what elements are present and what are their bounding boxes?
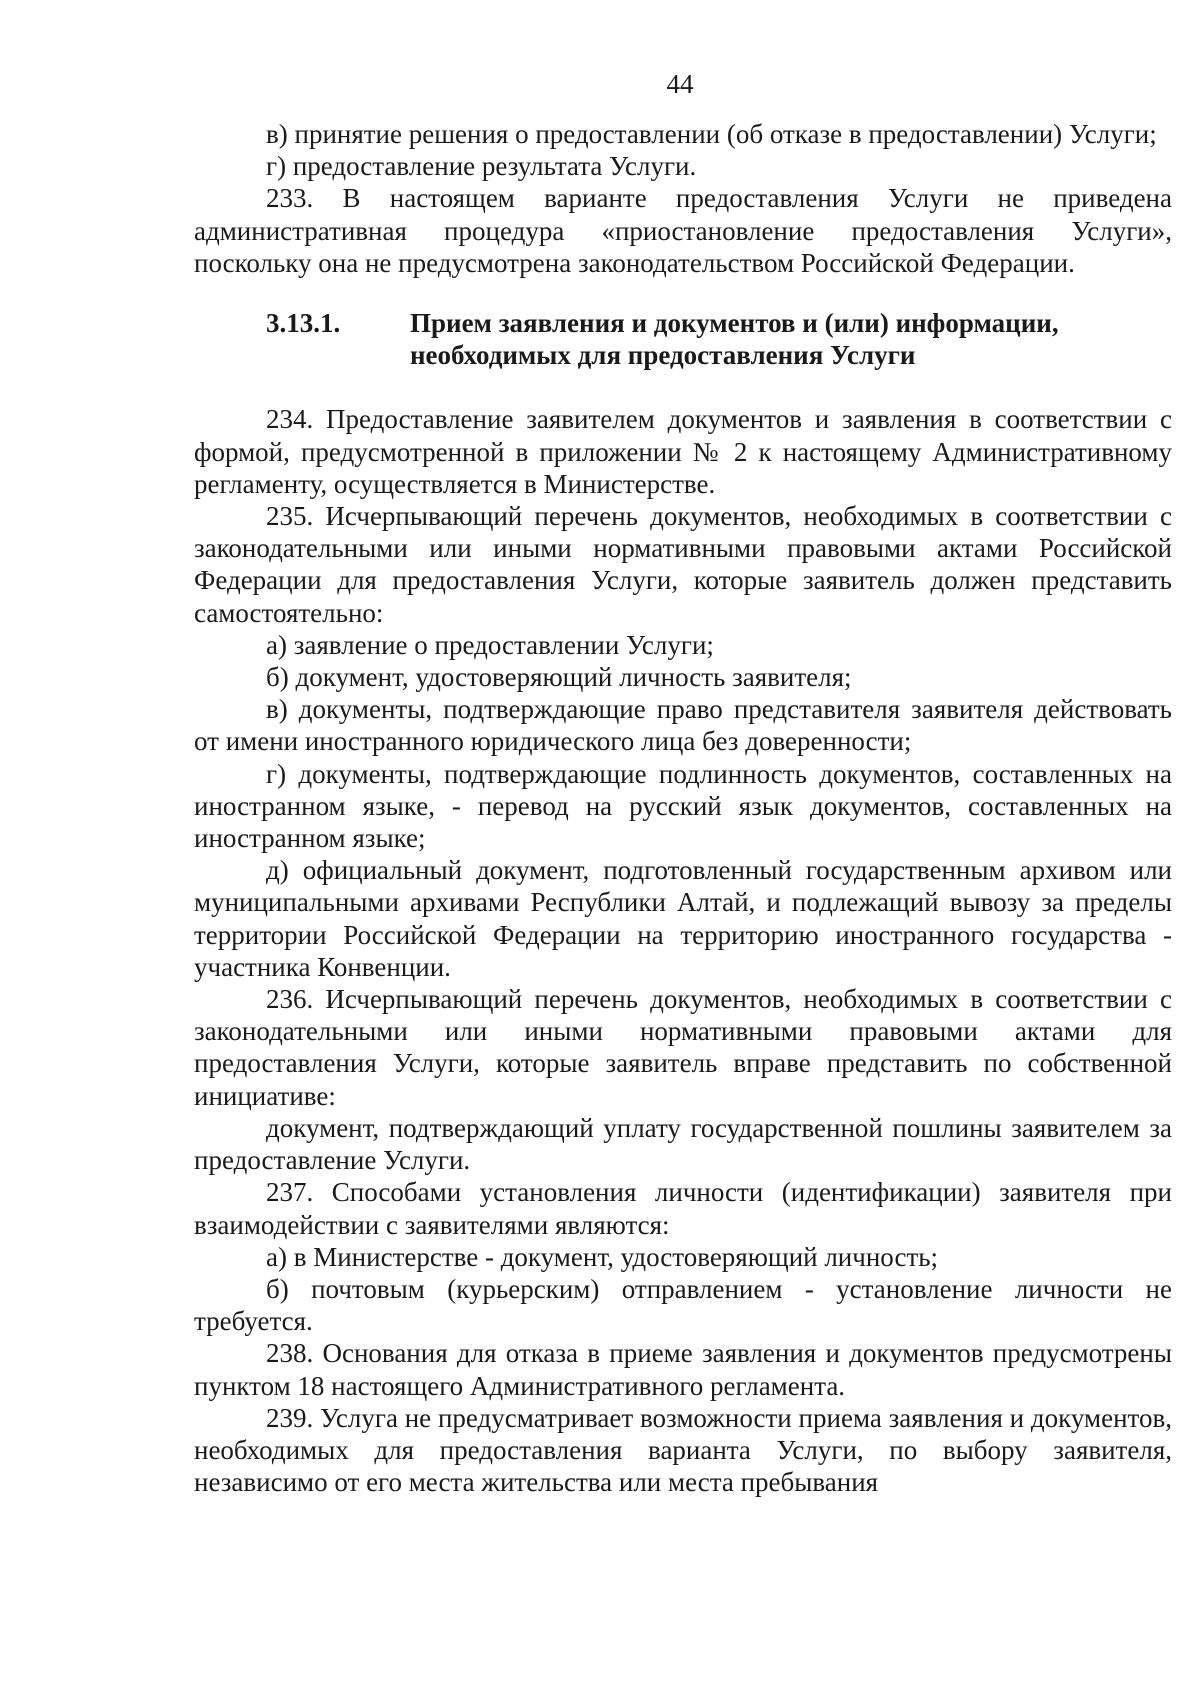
list-item-a: а) заявление о предоставлении Услуги; — [266, 629, 714, 660]
section-title: Прием заявления и документов и (или) информации, необходимых для предоставления Услуги — [410, 308, 1059, 371]
section-heading — [194, 307, 1172, 371]
paragraph-239: 239. Услуга не предусматривает возможности приема заявления и документов, необходимых для предоставления варианта Услуги, по выбору заявителя, независимо от его места жительства или места пребывания — [194, 1402, 1172, 1498]
list-item-g: г) документы, подтверждающие подлинность документов, составленных на иностранном языке, - перевод на русский язык документов, составленных на иностранном языке; — [194, 758, 1172, 854]
paragraph-237: 237. Способами установления личности (идентификации) заявителя при взаимодействии с заявителями являются: — [194, 1177, 1172, 1240]
document-body — [194, 118, 1172, 1498]
paragraph-238: 238. Основания для отказа в приеме заявления и документов предусмотрены пунктом 18 настоящего Административного регламента. — [194, 1338, 1172, 1401]
list-item-237-b: б) почтовым (курьерским) отправлением - установление личности не требуется. — [194, 1273, 1172, 1337]
paragraph-236: 236. Исчерпывающий перечень документов, необходимых в соответствии с законодательными или иными нормативными правовыми актами для предоставления Услуги, которые заявитель вправе представить по собственной инициативе: — [194, 984, 1172, 1111]
list-item-b: б) документ, удостоверяющий личность заявителя; — [266, 662, 852, 693]
list-item-v: в) документы, подтверждающие право представителя заявителя действовать от имени иностранного юридического лица без доверенности; — [194, 694, 1172, 757]
list-item-237-a: а) в Министерстве - документ, удостоверяющий личность; — [266, 1241, 939, 1272]
paragraph-234: 234. Предоставление заявителем документов и заявления в соответствии с формой, предусмотренной в приложении № 2 к настоящему Административному регламенту, осуществляется в Министерстве. — [194, 404, 1172, 499]
paragraph-235: 235. Исчерпывающий перечень документов, необходимых в соответствии с законодательными или иными нормативными правовыми актами Российской Федерации для предоставления Услуги, которые заявитель должен представить самостоятельно: — [194, 501, 1172, 628]
paragraph-236-document: документ, подтверждающий уплату государственной пошлины заявителем за предоставление Услуги. — [194, 1112, 1172, 1176]
page-number: 44 — [666, 69, 694, 99]
paragraph-233: 233. В настоящем варианте предоставления Услуги не приведена административная процедура «приостановление предоставления Услуги», поскольку она не предусмотрена законодательством Российской Федерации. — [194, 183, 1172, 278]
paragraph-item-v: в) принятие решения о предоставлении (об отказе в предоставлении) Услуги; — [266, 119, 1157, 149]
list-item-d: д) официальный документ, подготовленный государственным архивом или муниципальными архивами Республики Алтай, и подлежащий вывозу за пределы территории Российской Федерации на территорию иностранного государства - участника Конвенции. — [194, 855, 1172, 982]
section-number: 3.13.1. — [266, 308, 341, 339]
paragraph-item-g: г) предоставление результата Услуги. — [266, 151, 697, 182]
